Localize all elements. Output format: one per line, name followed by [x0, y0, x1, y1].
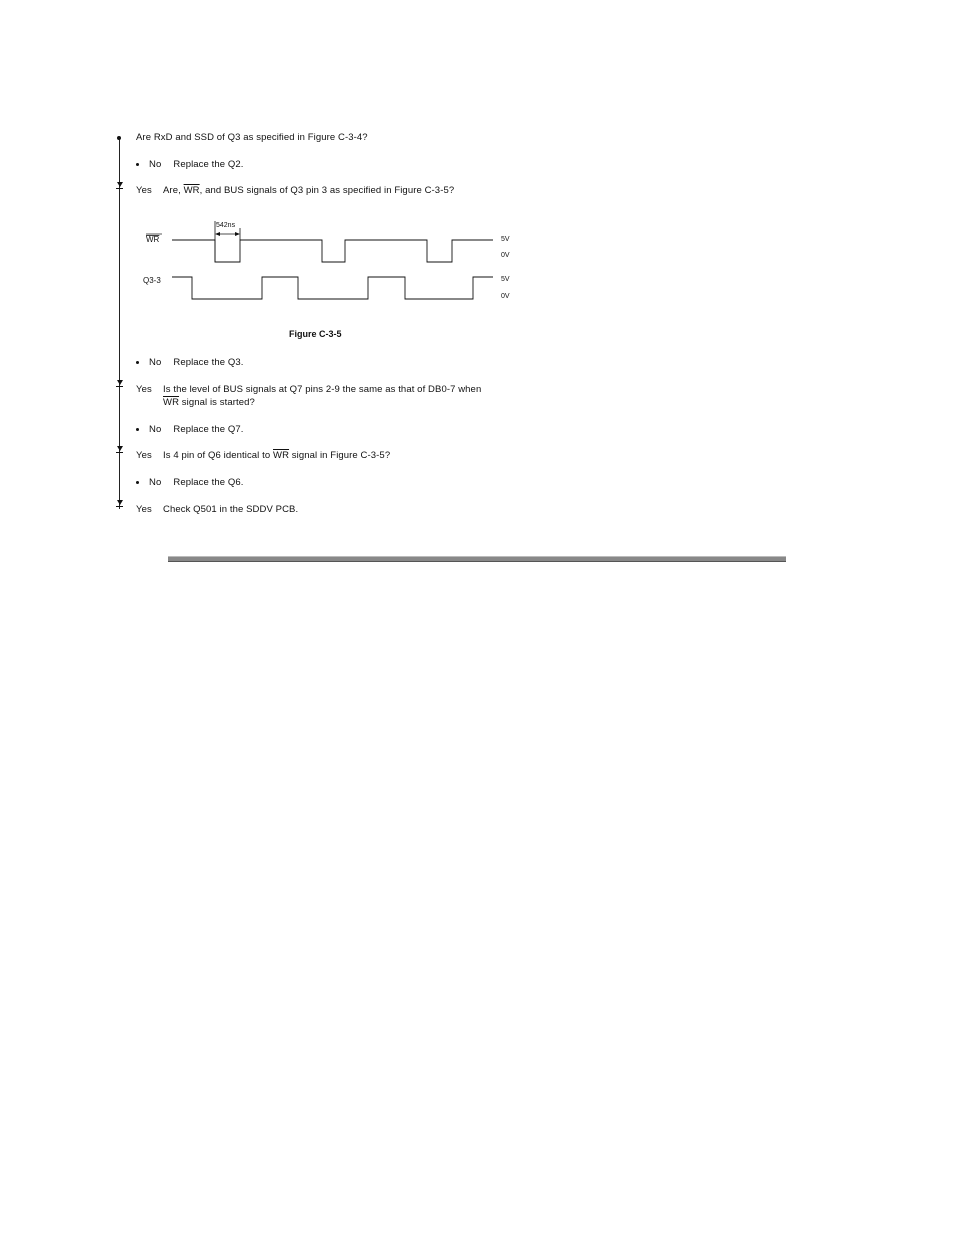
no-replace-q6: No Replace the Q6. [136, 477, 244, 488]
bullet-icon [136, 361, 139, 364]
no-replace-q7: No Replace the Q7. [136, 424, 244, 435]
period-arrow-left [215, 232, 220, 236]
yes-check-wr-bus: Yes Are, $\overline{WR}$, and BUS signals of Q3 pin 3 as specified in Figure C-3-5? [136, 185, 455, 196]
wr-waveform [172, 240, 493, 262]
yes-check-bus-level-cont: $\overline{WR}$ signal is started? [163, 397, 255, 408]
troubleshooting-flowchart [0, 0, 954, 600]
yes-check-q501: Yes Check Q501 in the SDDV PCB. [136, 504, 299, 515]
q33-high-level: 5V [501, 276, 510, 283]
bullet-icon [136, 428, 139, 431]
wr-high-level: 5V [501, 236, 510, 243]
no-replace-q3: No Replace the Q3. [136, 357, 244, 368]
period-label: 542ns [216, 222, 236, 229]
period-arrow-right [235, 232, 240, 236]
horizontal-divider [168, 556, 786, 562]
wr-label: WR [146, 235, 160, 244]
figure-caption: Figure C-3-5 [289, 329, 342, 339]
question-rxd-ssd: Are RxD and SSD of Q3 as specified in Figure C-3-4? [136, 132, 368, 143]
q33-waveform [172, 277, 493, 299]
q33-low-level: 0V [501, 293, 510, 300]
wr-low-level: 0V [501, 252, 510, 259]
bullet-icon [136, 481, 139, 484]
q33-label: Q3-3 [143, 276, 161, 285]
yes-check-q6-pin4: Yes Is 4 pin of Q6 identical to $\overline{WR}$ signal in Figure C-3-5? [136, 450, 391, 461]
yes-check-bus-level: Yes Is the level of BUS signals at Q7 pins 2-9 the same as that of DB0-7 when [136, 384, 482, 395]
no-replace-q2: No Replace the Q2. [136, 159, 244, 170]
